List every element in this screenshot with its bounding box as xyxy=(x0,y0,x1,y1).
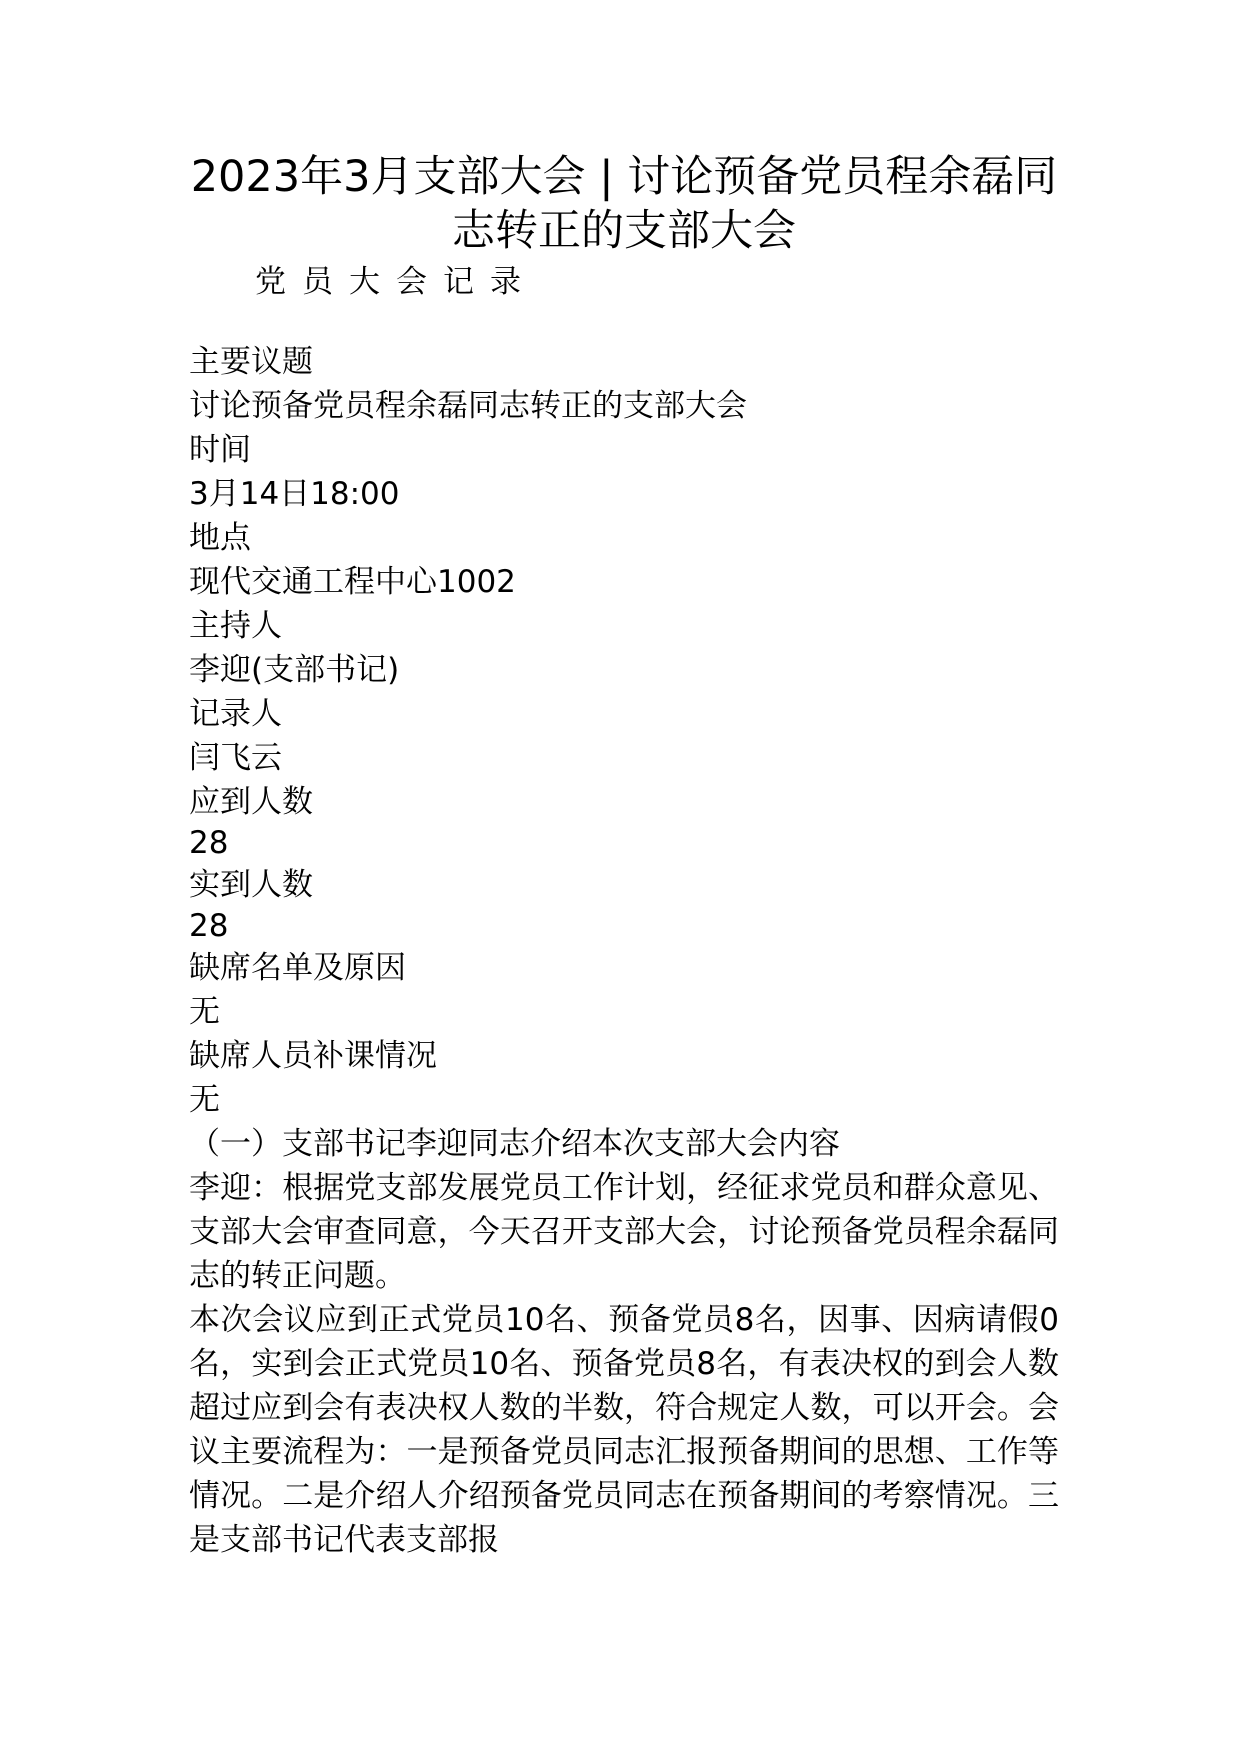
meeting-info xyxy=(189,340,1059,1122)
field-label-actual-attendance: 实到人数 xyxy=(189,867,313,903)
field-label-recorder: 记录人 xyxy=(189,696,282,732)
field-label-location: 地点 xyxy=(189,520,251,556)
document-title: 2023年3月支部大会 | 讨论预备党员程余磊同志转正的支部大会 xyxy=(190,152,1058,256)
body-paragraph: 本次会议应到正式党员10名、预备党员8名，因事、因病请假0名，实到会正式党员10名、预备党员8名，有表决权的到会人数超过应到会有表决权人数的半数，符合规定人数，可以开会。会议主要流程为：一是预备党员同志汇报预备期间的思想、工作等情况。二是介绍人介绍预备党员同志在预备期间的考察情况。三是支部书记代表支部报 xyxy=(189,1302,1059,1558)
document-page xyxy=(189,150,1059,1562)
field-value-recorder: 闫飞云 xyxy=(189,740,282,776)
field-label-host: 主持人 xyxy=(189,608,282,644)
field-value-actual-attendance: 28 xyxy=(189,908,229,944)
field-label-expected-attendance: 应到人数 xyxy=(189,784,313,820)
field-value-topic: 讨论预备党员程余磊同志转正的支部大会 xyxy=(189,388,747,424)
field-label-makeup-lesson: 缺席人员补课情况 xyxy=(189,1038,437,1074)
field-value-time: 3月14日18:00 xyxy=(189,476,400,512)
field-value-makeup-lesson: 无 xyxy=(189,1082,220,1118)
field-label-absentees: 缺席名单及原因 xyxy=(189,950,406,986)
section-heading: （一）支部书记李迎同志介绍本次支部大会内容 xyxy=(189,1126,840,1162)
field-label-time: 时间 xyxy=(189,432,251,468)
field-value-expected-attendance: 28 xyxy=(189,825,229,861)
field-value-location: 现代交通工程中心1002 xyxy=(189,564,516,600)
field-value-absentees: 无 xyxy=(189,994,220,1030)
field-label-topic: 主要议题 xyxy=(189,344,313,380)
field-value-host: 李迎(支部书记) xyxy=(189,652,400,688)
document-subtitle: 党员大会记录 xyxy=(255,264,537,300)
body-paragraph: 李迎：根据党支部发展党员工作计划，经征求党员和群众意见、支部大会审查同意，今天召开支部大会，讨论预备党员程余磊同志的转正问题。 xyxy=(189,1170,1059,1294)
